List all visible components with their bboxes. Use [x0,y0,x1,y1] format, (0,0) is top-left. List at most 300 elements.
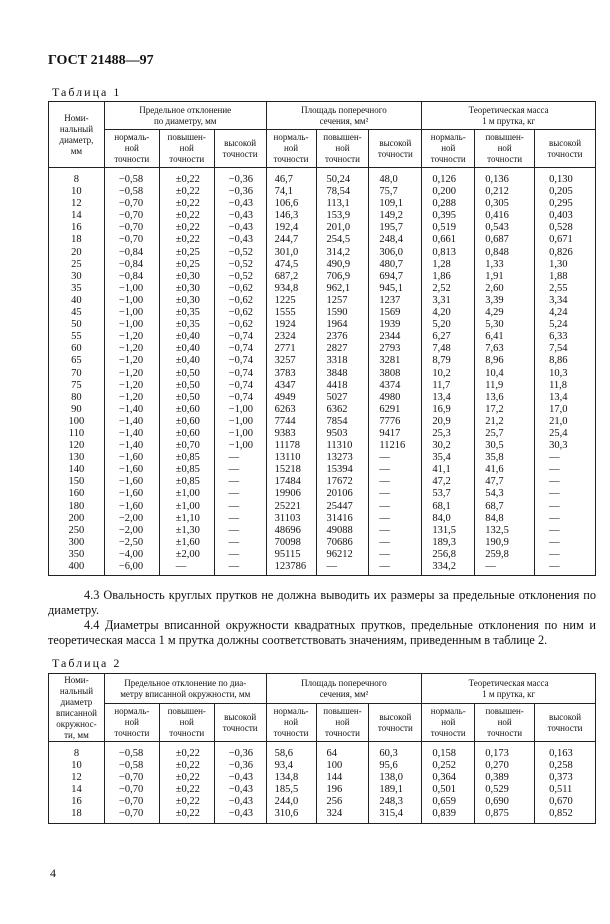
table2-sub-normal: нормаль- ной точности [104,704,159,742]
table-row [49,355,596,367]
table-cell: 0,270 [475,760,535,772]
table-cell: — [535,549,596,561]
table-cell: 4374 [369,380,422,392]
table-cell: 2324 [266,331,316,343]
table2-area-header: Площадь поперечного сечения, мм² [266,674,422,704]
table-cell: 2793 [369,343,422,355]
table-cell: 248,4 [369,234,422,246]
table-cell: 1555 [266,307,316,319]
table2-sub-normal: нормаль- ной точности [422,704,475,742]
table-cell: 0,403 [535,210,596,222]
table-cell: — [214,501,266,513]
table-cell: — [214,476,266,488]
table-cell: −0,36 [214,168,266,187]
table-cell: 74,1 [266,186,316,198]
table-cell: 254,5 [316,234,369,246]
table-cell: 1569 [369,307,422,319]
table-cell: 0,519 [422,222,475,234]
table-cell: 0,288 [422,198,475,210]
paragraph-4-4: 4.4 Диаметры вписанной окружности квадратных прутков, предельные отклонения по ним и теоретическая масса 1 м прутка должны соответствовать значениям, приведенным в таблице 2. [48,618,596,647]
table-cell: −1,20 [104,380,159,392]
table-cell: 1257 [316,295,369,307]
table-cell: 5027 [316,392,369,404]
table-cell: — [214,561,266,576]
table-cell: 50,24 [316,168,369,187]
table-cell: 10,2 [422,368,475,380]
table-cell: 0,364 [422,772,475,784]
table-cell: 1939 [369,319,422,331]
table-cell: −0,43 [214,784,266,796]
table-cell: 250 [49,525,105,537]
table-cell: 17484 [266,476,316,488]
table-cell: −0,62 [214,307,266,319]
table-cell: 0,848 [475,247,535,259]
table-cell: −0,52 [214,247,266,259]
table-cell: 324 [316,808,369,823]
table-cell: −0,43 [214,808,266,823]
table-cell: 1,86 [422,271,475,283]
table-row [49,440,596,452]
table-row [49,168,596,187]
table-cell: 310,6 [266,808,316,823]
table-cell: 3808 [369,368,422,380]
table-cell: ±0,22 [159,168,214,187]
table-cell: 0,258 [535,760,596,772]
table1-dev-header: Предельное отклонение по диаметру, мм [104,102,266,130]
table-cell: 150 [49,476,105,488]
table-cell: ±1,60 [159,537,214,549]
table-cell: 0,501 [422,784,475,796]
table-cell: — [369,537,422,549]
table-row [49,271,596,283]
table-cell: 6,33 [535,331,596,343]
table-cell: 13,6 [475,392,535,404]
table-cell: 16,9 [422,404,475,416]
table-cell: 196 [316,784,369,796]
table-cell: ±0,22 [159,760,214,772]
table-cell: −0,84 [104,259,159,271]
table-cell: 0,659 [422,796,475,808]
table-cell: −1,20 [104,355,159,367]
table-cell: 95115 [266,549,316,561]
table-cell: 47,7 [475,476,535,488]
table1-mass-header: Теоретическая масса 1 м прутка, кг [422,102,596,130]
table-cell: 0,212 [475,186,535,198]
table-cell: 7,48 [422,343,475,355]
table-cell: 0,875 [475,808,535,823]
table-cell: ±0,50 [159,392,214,404]
table-cell: — [369,501,422,513]
table-cell: −0,58 [104,186,159,198]
table-cell: — [214,537,266,549]
table-cell: 14 [49,784,105,796]
table-cell: 75,7 [369,186,422,198]
table-cell: — [159,561,214,576]
table-cell: −1,60 [104,464,159,476]
table-cell: 96212 [316,549,369,561]
table-cell: 3,39 [475,295,535,307]
table2-caption: Таблица 2 [52,656,122,670]
table-cell: — [214,452,266,464]
table-cell: −0,43 [214,796,266,808]
table-row [49,549,596,561]
table-cell: 3783 [266,368,316,380]
table2-mass-header: Теоретическая масса 1 м прутка, кг [422,674,596,704]
table-cell: 11,9 [475,380,535,392]
table-cell: ±0,30 [159,271,214,283]
table-row [49,234,596,246]
table-cell: 0,173 [475,742,535,761]
table-cell: — [475,561,535,576]
table-cell: ±0,22 [159,784,214,796]
table-cell: −0,36 [214,760,266,772]
table2-sub-high: повышен- ной точности [316,704,369,742]
table-cell: 160 [49,488,105,500]
table-cell: 16 [49,222,105,234]
table-cell: 18 [49,234,105,246]
table2-diam-header: Номи- нальный диаметр вписанной окружнос- ти, мм [49,674,105,742]
table-cell: 6362 [316,404,369,416]
table-cell: −2,50 [104,537,159,549]
table-cell: −0,70 [104,210,159,222]
table-cell: 687,2 [266,271,316,283]
table-cell: 17,2 [475,404,535,416]
table-cell: 200 [49,513,105,525]
table-cell: ±0,22 [159,808,214,823]
table-cell: ±0,35 [159,319,214,331]
table-row [49,513,596,525]
table-cell: 149,2 [369,210,422,222]
table-cell: 1237 [369,295,422,307]
table-cell: 0,163 [535,742,596,761]
table-cell: −0,70 [104,772,159,784]
table-cell: 8,86 [535,355,596,367]
table-cell: 1590 [316,307,369,319]
table-cell: ±0,25 [159,247,214,259]
table1-caption: Таблица 1 [52,85,122,99]
table-cell: 13,4 [422,392,475,404]
table-row [49,404,596,416]
table-cell: −0,43 [214,234,266,246]
table-cell: 17,0 [535,404,596,416]
table-cell: −1,40 [104,428,159,440]
table-cell: ±0,85 [159,464,214,476]
table-cell: 0,690 [475,796,535,808]
table-cell: 10 [49,760,105,772]
table-row [49,772,596,784]
table-cell: −0,58 [104,742,159,761]
table-cell: 95,6 [369,760,422,772]
table-cell: 30,2 [422,440,475,452]
table-cell: 3257 [266,355,316,367]
table-cell: — [535,488,596,500]
table-cell: 195,7 [369,222,422,234]
table-cell: 68,1 [422,501,475,513]
table-row [49,283,596,295]
table-cell: −1,00 [214,428,266,440]
table-cell: 8 [49,742,105,761]
table-cell: — [369,525,422,537]
table-cell: −0,70 [104,784,159,796]
table-cell: −0,43 [214,772,266,784]
table-row [49,488,596,500]
table-cell: −1,00 [104,307,159,319]
table-cell: 350 [49,549,105,561]
table-cell: — [316,561,369,576]
table-cell: 53,7 [422,488,475,500]
table-cell: ±1,10 [159,513,214,525]
table-cell: 0,813 [422,247,475,259]
table-row [49,428,596,440]
table-cell: ±2,00 [159,549,214,561]
table-cell: ±1,00 [159,501,214,513]
table-cell: 48696 [266,525,316,537]
table-cell: −0,52 [214,271,266,283]
table2-dev-header: Предельное отклонение по диа- метру вписанной окружности, мм [104,674,266,704]
paragraph-4-3: 4.3 Овальность круглых прутков не должна выводить их размеры за предельные отклонения по диаметру. [48,588,596,617]
table-cell: 706,9 [316,271,369,283]
table1-area-header: Площадь поперечного сечения, мм² [266,102,422,130]
table-cell: −0,43 [214,222,266,234]
table-cell: 120 [49,440,105,452]
table-cell: 70098 [266,537,316,549]
table-cell: ±1,00 [159,488,214,500]
table-cell: 0,136 [475,168,535,187]
table-cell: 248,3 [369,796,422,808]
table-cell: — [535,561,596,576]
table-cell: −0,43 [214,198,266,210]
table-cell: 192,4 [266,222,316,234]
table-cell: 21,0 [535,416,596,428]
table-cell: 300 [49,537,105,549]
table-cell: ±0,22 [159,198,214,210]
table-cell: — [214,525,266,537]
table-row [49,561,596,576]
table-cell: 244,0 [266,796,316,808]
table-cell: 35 [49,283,105,295]
table-cell: 13273 [316,452,369,464]
table-row [49,416,596,428]
table-cell: — [535,525,596,537]
table-cell: 93,4 [266,760,316,772]
table-cell: 7,63 [475,343,535,355]
table-cell: 0,543 [475,222,535,234]
table-cell: 3,31 [422,295,475,307]
table-cell: 1,91 [475,271,535,283]
table-cell: 7776 [369,416,422,428]
table-cell: 0,529 [475,784,535,796]
table-cell: 64 [316,742,369,761]
table-cell: 146,3 [266,210,316,222]
table-cell: — [535,513,596,525]
table-cell: −0,70 [104,222,159,234]
table-cell: −0,74 [214,331,266,343]
table-cell: 13110 [266,452,316,464]
table-cell: ±0,22 [159,234,214,246]
table-cell: 6,27 [422,331,475,343]
table-cell: 185,5 [266,784,316,796]
table-cell: 6291 [369,404,422,416]
table-cell: — [369,488,422,500]
table-cell: 189,1 [369,784,422,796]
table-cell: 190,9 [475,537,535,549]
table-cell: 70686 [316,537,369,549]
table-cell: 25221 [266,501,316,513]
table-cell: ±0,22 [159,222,214,234]
table-cell: 256 [316,796,369,808]
table-row [49,796,596,808]
table-cell: 138,0 [369,772,422,784]
table-cell: −4,00 [104,549,159,561]
table-row [49,295,596,307]
table-cell: −1,00 [214,404,266,416]
table-cell: 1225 [266,295,316,307]
table-row [49,198,596,210]
table-cell: 20106 [316,488,369,500]
table2-sub-normal: нормаль- ной точности [266,704,316,742]
table-cell: 1964 [316,319,369,331]
table-cell: ±0,30 [159,283,214,295]
table-cell: −0,58 [104,760,159,772]
table-cell: 315,4 [369,808,422,823]
table-cell: 7854 [316,416,369,428]
table-cell: −1,60 [104,476,159,488]
table-cell: 41,1 [422,464,475,476]
table-cell: ±0,22 [159,742,214,761]
table-cell: 4,29 [475,307,535,319]
table-cell: 962,1 [316,283,369,295]
table-cell: −0,52 [214,259,266,271]
table-cell: −1,00 [104,295,159,307]
table-cell: ±0,50 [159,368,214,380]
table-cell: 47,2 [422,476,475,488]
table-cell: 480,7 [369,259,422,271]
table-cell: 474,5 [266,259,316,271]
table-cell: −1,00 [214,440,266,452]
table-cell: 25 [49,259,105,271]
table-cell: — [535,452,596,464]
table-cell: 9383 [266,428,316,440]
page-number: 4 [50,866,56,880]
table-cell: 35,4 [422,452,475,464]
table-cell: −0,84 [104,247,159,259]
table-cell: 8,79 [422,355,475,367]
table-cell: ±0,22 [159,186,214,198]
table-cell: 0,395 [422,210,475,222]
table-cell: 84,0 [422,513,475,525]
table-cell: −1,40 [104,404,159,416]
table-cell: 106,6 [266,198,316,210]
table-cell: −0,62 [214,295,266,307]
table-cell: −1,40 [104,440,159,452]
table-cell: ±0,60 [159,428,214,440]
table-cell: 100 [49,416,105,428]
table-cell: ±0,22 [159,796,214,808]
table-cell: 3281 [369,355,422,367]
table-cell: 49088 [316,525,369,537]
table-cell: 1,88 [535,271,596,283]
table-cell: 1,28 [422,259,475,271]
table-cell: 11178 [266,440,316,452]
table-cell: 50 [49,319,105,331]
table-cell: 334,2 [422,561,475,576]
table-cell: 0,511 [535,784,596,796]
table-cell: 153,9 [316,210,369,222]
table2-sub-highest: высокой точности [214,704,266,742]
table-cell: ±1,30 [159,525,214,537]
table-cell: −0,62 [214,319,266,331]
table-cell: 0,528 [535,222,596,234]
table-cell: 80 [49,392,105,404]
table2-sub-highest: высокой точности [535,704,596,742]
table-cell: 54,3 [475,488,535,500]
table-cell: 144 [316,772,369,784]
table-cell: ±0,35 [159,307,214,319]
table-cell: 41,6 [475,464,535,476]
table-cell: 84,8 [475,513,535,525]
table-cell: −0,74 [214,368,266,380]
table-cell: ±0,40 [159,355,214,367]
table-cell: 10 [49,186,105,198]
table-cell: 134,8 [266,772,316,784]
table-cell: 0,416 [475,210,535,222]
table-row [49,259,596,271]
table-cell: −1,60 [104,452,159,464]
table-cell: 400 [49,561,105,576]
table-cell: 31103 [266,513,316,525]
table-cell: 17672 [316,476,369,488]
table-cell: 490,9 [316,259,369,271]
table-row [49,392,596,404]
table-cell: 7744 [266,416,316,428]
table-cell: −1,20 [104,331,159,343]
table1-sub-highest: высокой точности [535,130,596,168]
table-cell: 40 [49,295,105,307]
table-cell: 945,1 [369,283,422,295]
table-cell: 0,200 [422,186,475,198]
table-cell: −1,00 [104,319,159,331]
table-row [49,343,596,355]
table-cell: 60,3 [369,742,422,761]
table-cell: −0,58 [104,168,159,187]
table-cell: 256,8 [422,549,475,561]
table-cell: 113,1 [316,198,369,210]
table-cell: −1,00 [214,416,266,428]
table1-sub-high: повышен- ной точности [316,130,369,168]
table-cell: 0,687 [475,234,535,246]
table-cell: 4,24 [535,307,596,319]
table-cell: 58,6 [266,742,316,761]
table-cell: — [369,476,422,488]
table-cell: −0,70 [104,198,159,210]
table-row [49,307,596,319]
table-row [49,760,596,772]
table-row [49,222,596,234]
table-cell: 11,7 [422,380,475,392]
table-cell: 55 [49,331,105,343]
table-cell: 15394 [316,464,369,476]
table-cell: 4980 [369,392,422,404]
table-cell: 30,5 [475,440,535,452]
table2-sub-highest: высокой точности [369,704,422,742]
table1-sub-highest: высокой точности [214,130,266,168]
table-cell: 0,373 [535,772,596,784]
table-row [49,808,596,823]
table-cell: ±0,50 [159,380,214,392]
table-cell: 12 [49,772,105,784]
table-cell: −0,74 [214,392,266,404]
table-cell: −2,00 [104,513,159,525]
